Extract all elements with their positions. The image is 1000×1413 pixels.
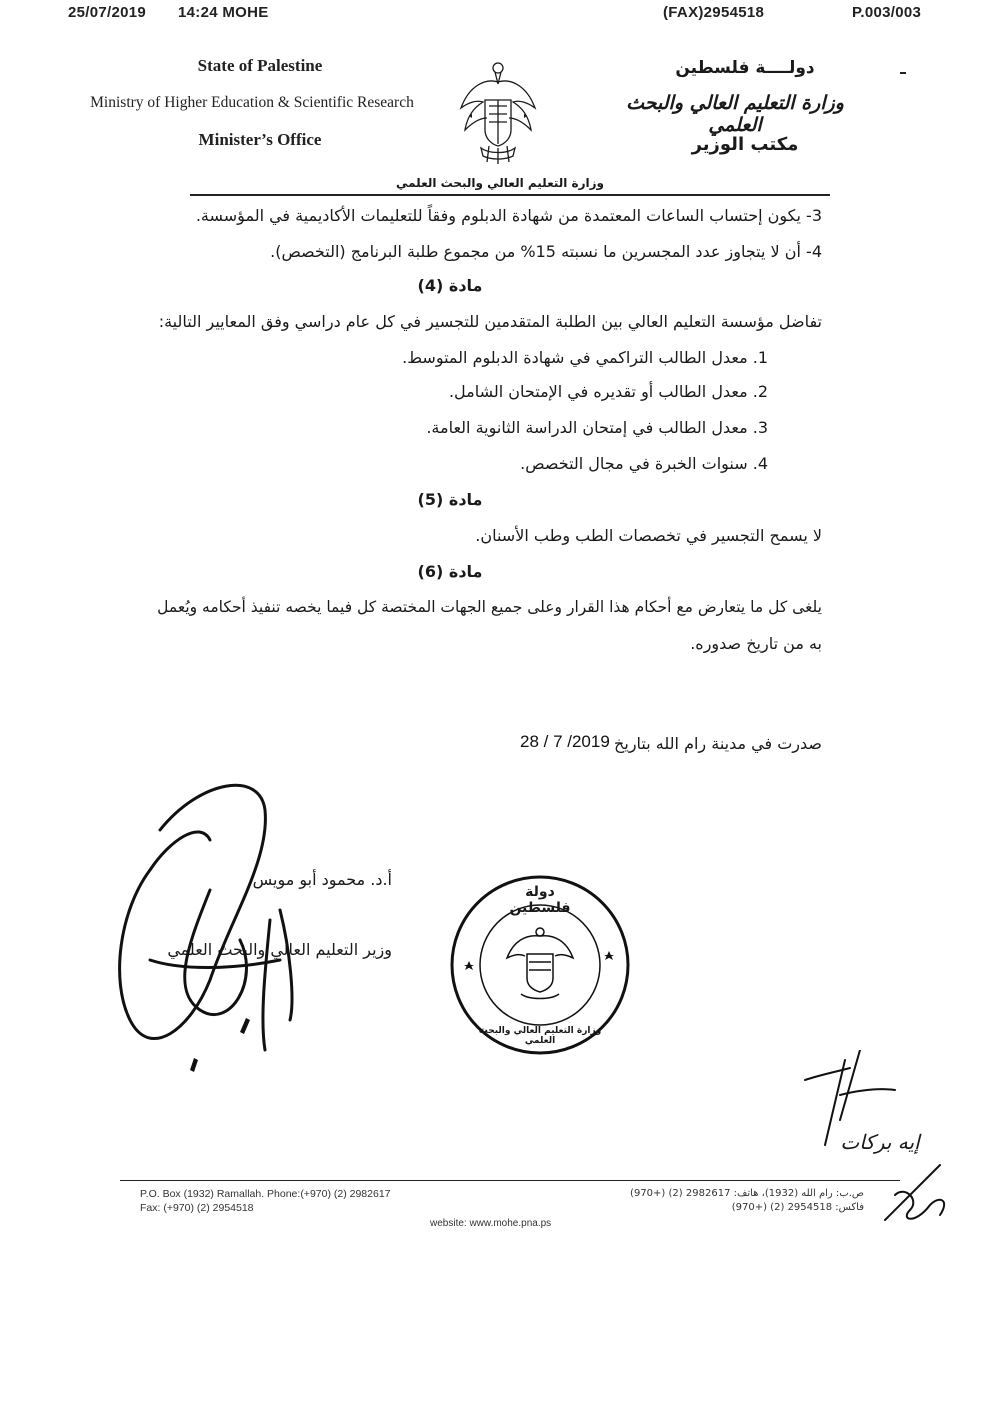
footer-en-fax: Fax: (+970) (2) 2954518 bbox=[140, 1202, 254, 1214]
article-6-line-1: يلغى كل ما يتعارض مع أحكام هذا القرار وعلى جميع الجهات المختصة كل فيما يخصه تنفيذ أحكامه ويُعمل bbox=[157, 598, 822, 616]
mark-dash bbox=[900, 72, 906, 74]
article-5-text: لا يسمح التجسير في تخصصات الطب وطب الأسنان. bbox=[475, 526, 822, 545]
article-4-title: مادة (4) bbox=[417, 276, 483, 295]
stamp-top-text: دولة فلسطين bbox=[509, 884, 571, 916]
letterhead-en-office: Minister’s Office bbox=[198, 130, 322, 149]
criterion-3: 3. معدل الطالب في إمتحان الدراسة الثانوية العامة. bbox=[426, 418, 768, 437]
signatory-name: أ.د. محمود أبو مويس bbox=[252, 870, 392, 889]
signature-icon bbox=[90, 770, 320, 1100]
issued-text: صدرت في مدينة رام الله بتاريخ bbox=[614, 734, 822, 753]
issued-date: 28 / 7 /2019 bbox=[520, 732, 610, 751]
footer-website: website: www.mohe.pna.ps bbox=[430, 1218, 552, 1229]
signatory-title: وزير التعليم العالي والبحث العلمي bbox=[167, 940, 392, 959]
footer-ar-address: ص.ب: رام الله (1932)، هاتف: 2982617 (2) (+970) bbox=[630, 1188, 864, 1199]
footer-ar-fax: فاكس: 2954518 (2) (+970) bbox=[731, 1202, 864, 1213]
official-stamp bbox=[445, 870, 635, 1060]
fax-date: 25/07/2019 bbox=[68, 4, 147, 21]
eagle-emblem-icon bbox=[455, 56, 541, 172]
footer-en-address: P.O. Box (1932) Ramallah. Phone:(+970) (2) 2982617 bbox=[140, 1188, 391, 1200]
criterion-1: 1. معدل الطالب التراكمي في شهادة الدبلوم المتوسط. bbox=[402, 348, 768, 367]
letterhead-ar-office: مكتب الوزير bbox=[691, 134, 799, 155]
criterion-4: 4. سنوات الخبرة في مجال التخصص. bbox=[520, 454, 768, 473]
letterhead-ar-ministry: وزارة التعليم العالي والبحث العلمي bbox=[626, 92, 844, 136]
header-divider bbox=[190, 194, 830, 196]
fax-number: (FAX)2954518 bbox=[663, 4, 765, 21]
letterhead-en-state: State of Palestine bbox=[197, 56, 323, 75]
fax-page: P.003/003 bbox=[852, 4, 922, 21]
article-5-title: مادة (5) bbox=[417, 490, 483, 509]
criterion-2: 2. معدل الطالب أو تقديره في الإمتحان الشامل. bbox=[448, 382, 768, 401]
handwritten-note: إيه بركات bbox=[840, 1130, 920, 1154]
article-6-line-2: به من تاريخ صدوره. bbox=[690, 634, 822, 653]
letterhead-ar-state: دولــــة فلسطين bbox=[675, 58, 815, 78]
item-3: 3- يكون إحتساب الساعات المعتمدة من شهادة الدبلوم وفقاً للتعليمات الأكاديمية في المؤسسة. bbox=[195, 206, 822, 225]
fax-time-sender: 14:24 MOHE bbox=[178, 4, 269, 21]
stamp-bottom-text: وزارة التعليم العالي والبحث العلمي bbox=[478, 1026, 602, 1046]
article-6-title: مادة (6) bbox=[417, 562, 483, 581]
emblem-caption: وزارة التعليم العالي والبحث العلمي bbox=[395, 176, 605, 190]
footer-divider bbox=[120, 1180, 900, 1181]
item-4: 4- أن لا يتجاوز عدد المجسرين ما نسبته 15% من مجموع طلبة البرنامج (التخصص). bbox=[270, 242, 822, 261]
letterhead-en-ministry: Ministry of Higher Education & Scientific Research bbox=[90, 94, 414, 111]
initials-scribble-icon bbox=[880, 1160, 960, 1230]
article-4-intro: تفاضل مؤسسة التعليم العالي بين الطلبة المتقدمين للتجسير في كل عام دراسي وفق المعايير التالية: bbox=[158, 312, 822, 331]
